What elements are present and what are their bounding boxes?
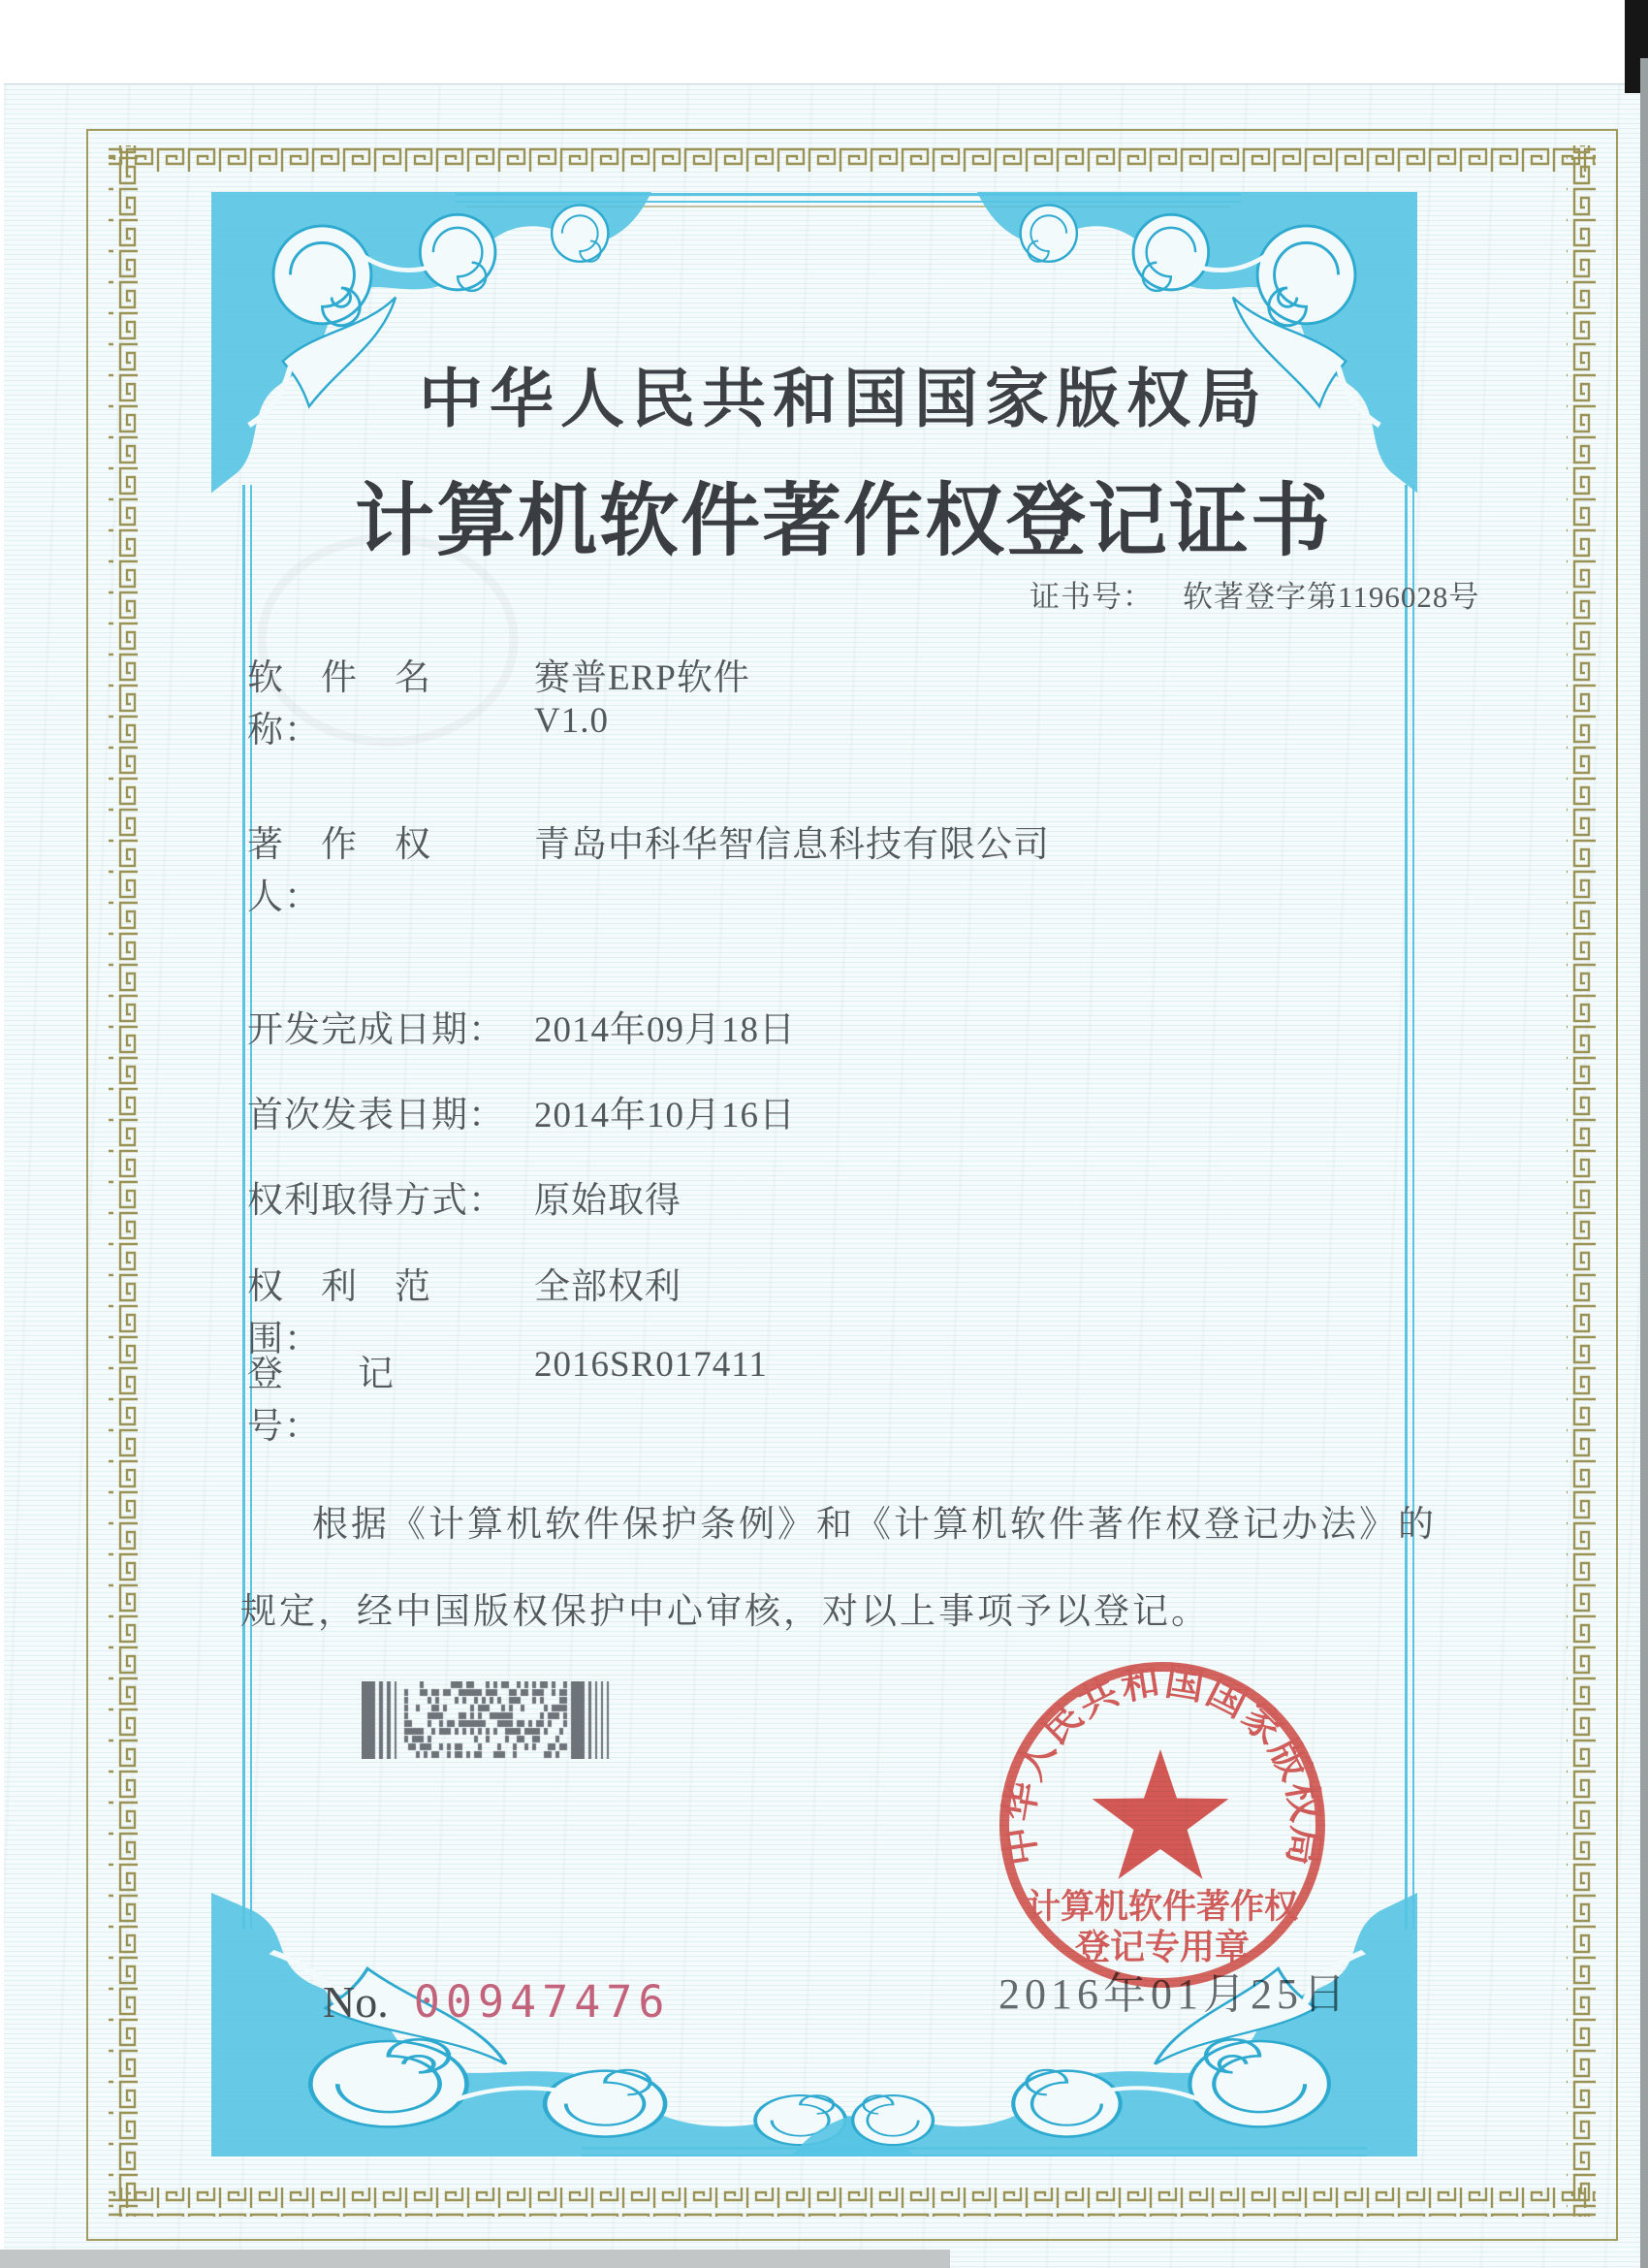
field-label: 软 件 名 称： bbox=[247, 658, 468, 751]
field-label: 著 作 权 人： bbox=[247, 825, 468, 917]
serial-prefix: No. bbox=[323, 1977, 389, 2027]
field-value: 2014年10月16日 bbox=[534, 1096, 796, 1135]
certificate-number-value: 软著登字第1196028号 bbox=[1183, 580, 1480, 614]
field-row-software-name bbox=[247, 648, 1449, 752]
field-row-first-publish-date bbox=[247, 1085, 1449, 1137]
field-row-registration-number bbox=[247, 1344, 1449, 1449]
scanner-edge-right bbox=[1640, 58, 1648, 2268]
seal-ring-text: 中华人民共和国国家版权局 bbox=[996, 1660, 1329, 1869]
authority-title: 中华人民共和国国家版权局 bbox=[419, 365, 1268, 435]
field-value: 原始取得 bbox=[534, 1181, 681, 1221]
field-value: 赛普ERP软件 bbox=[534, 658, 750, 698]
field-value: 2014年09月18日 bbox=[534, 1010, 796, 1050]
software-version: V1.0 bbox=[534, 701, 609, 741]
field-row-copyright-owner bbox=[247, 815, 1449, 919]
field-row-rights-acquisition bbox=[247, 1170, 1449, 1223]
certificate-number-label: 证书号： bbox=[1030, 580, 1154, 614]
field-value: 全部权利 bbox=[534, 1267, 681, 1307]
registration-statement bbox=[240, 1482, 1491, 1656]
statement-line-2: 规定，经中国版权保护中心审核，对以上事项予以登记。 bbox=[240, 1592, 1210, 1632]
seal-star-icon bbox=[1093, 1749, 1229, 1879]
field-value: 2016SR017411 bbox=[534, 1345, 768, 1385]
field-label: 权利取得方式： bbox=[247, 1181, 505, 1221]
official-seal bbox=[992, 1660, 1333, 1996]
field-label: 开发完成日期： bbox=[247, 1010, 505, 1050]
seal-caption-line1: 计算机软件著作权 bbox=[1026, 1888, 1299, 1926]
field-label: 首次发表日期： bbox=[247, 1096, 505, 1135]
statement-line-1: 根据《计算机软件保护条例》和《计算机软件著作权登记办法》的 bbox=[312, 1505, 1437, 1545]
field-row-dev-complete-date bbox=[247, 1000, 1449, 1052]
seal-date: 2016年01月25日 bbox=[998, 1970, 1350, 2018]
barcode bbox=[362, 1681, 616, 1759]
scanner-edge-bottom bbox=[0, 2250, 950, 2268]
serial-number-line bbox=[323, 1976, 670, 2028]
field-label: 登 记 号： bbox=[247, 1355, 468, 1447]
field-value: 青岛中科华智信息科技有限公司 bbox=[534, 825, 1050, 865]
seal-caption-line2: 登记专用章 bbox=[1074, 1928, 1251, 1966]
certificate-number-line bbox=[1030, 572, 1479, 616]
field-label: 权 利 范 围： bbox=[247, 1267, 468, 1359]
certificate-title: 计算机软件著作权登记证书 bbox=[354, 477, 1332, 565]
serial-number: 00947476 bbox=[413, 1976, 671, 2028]
